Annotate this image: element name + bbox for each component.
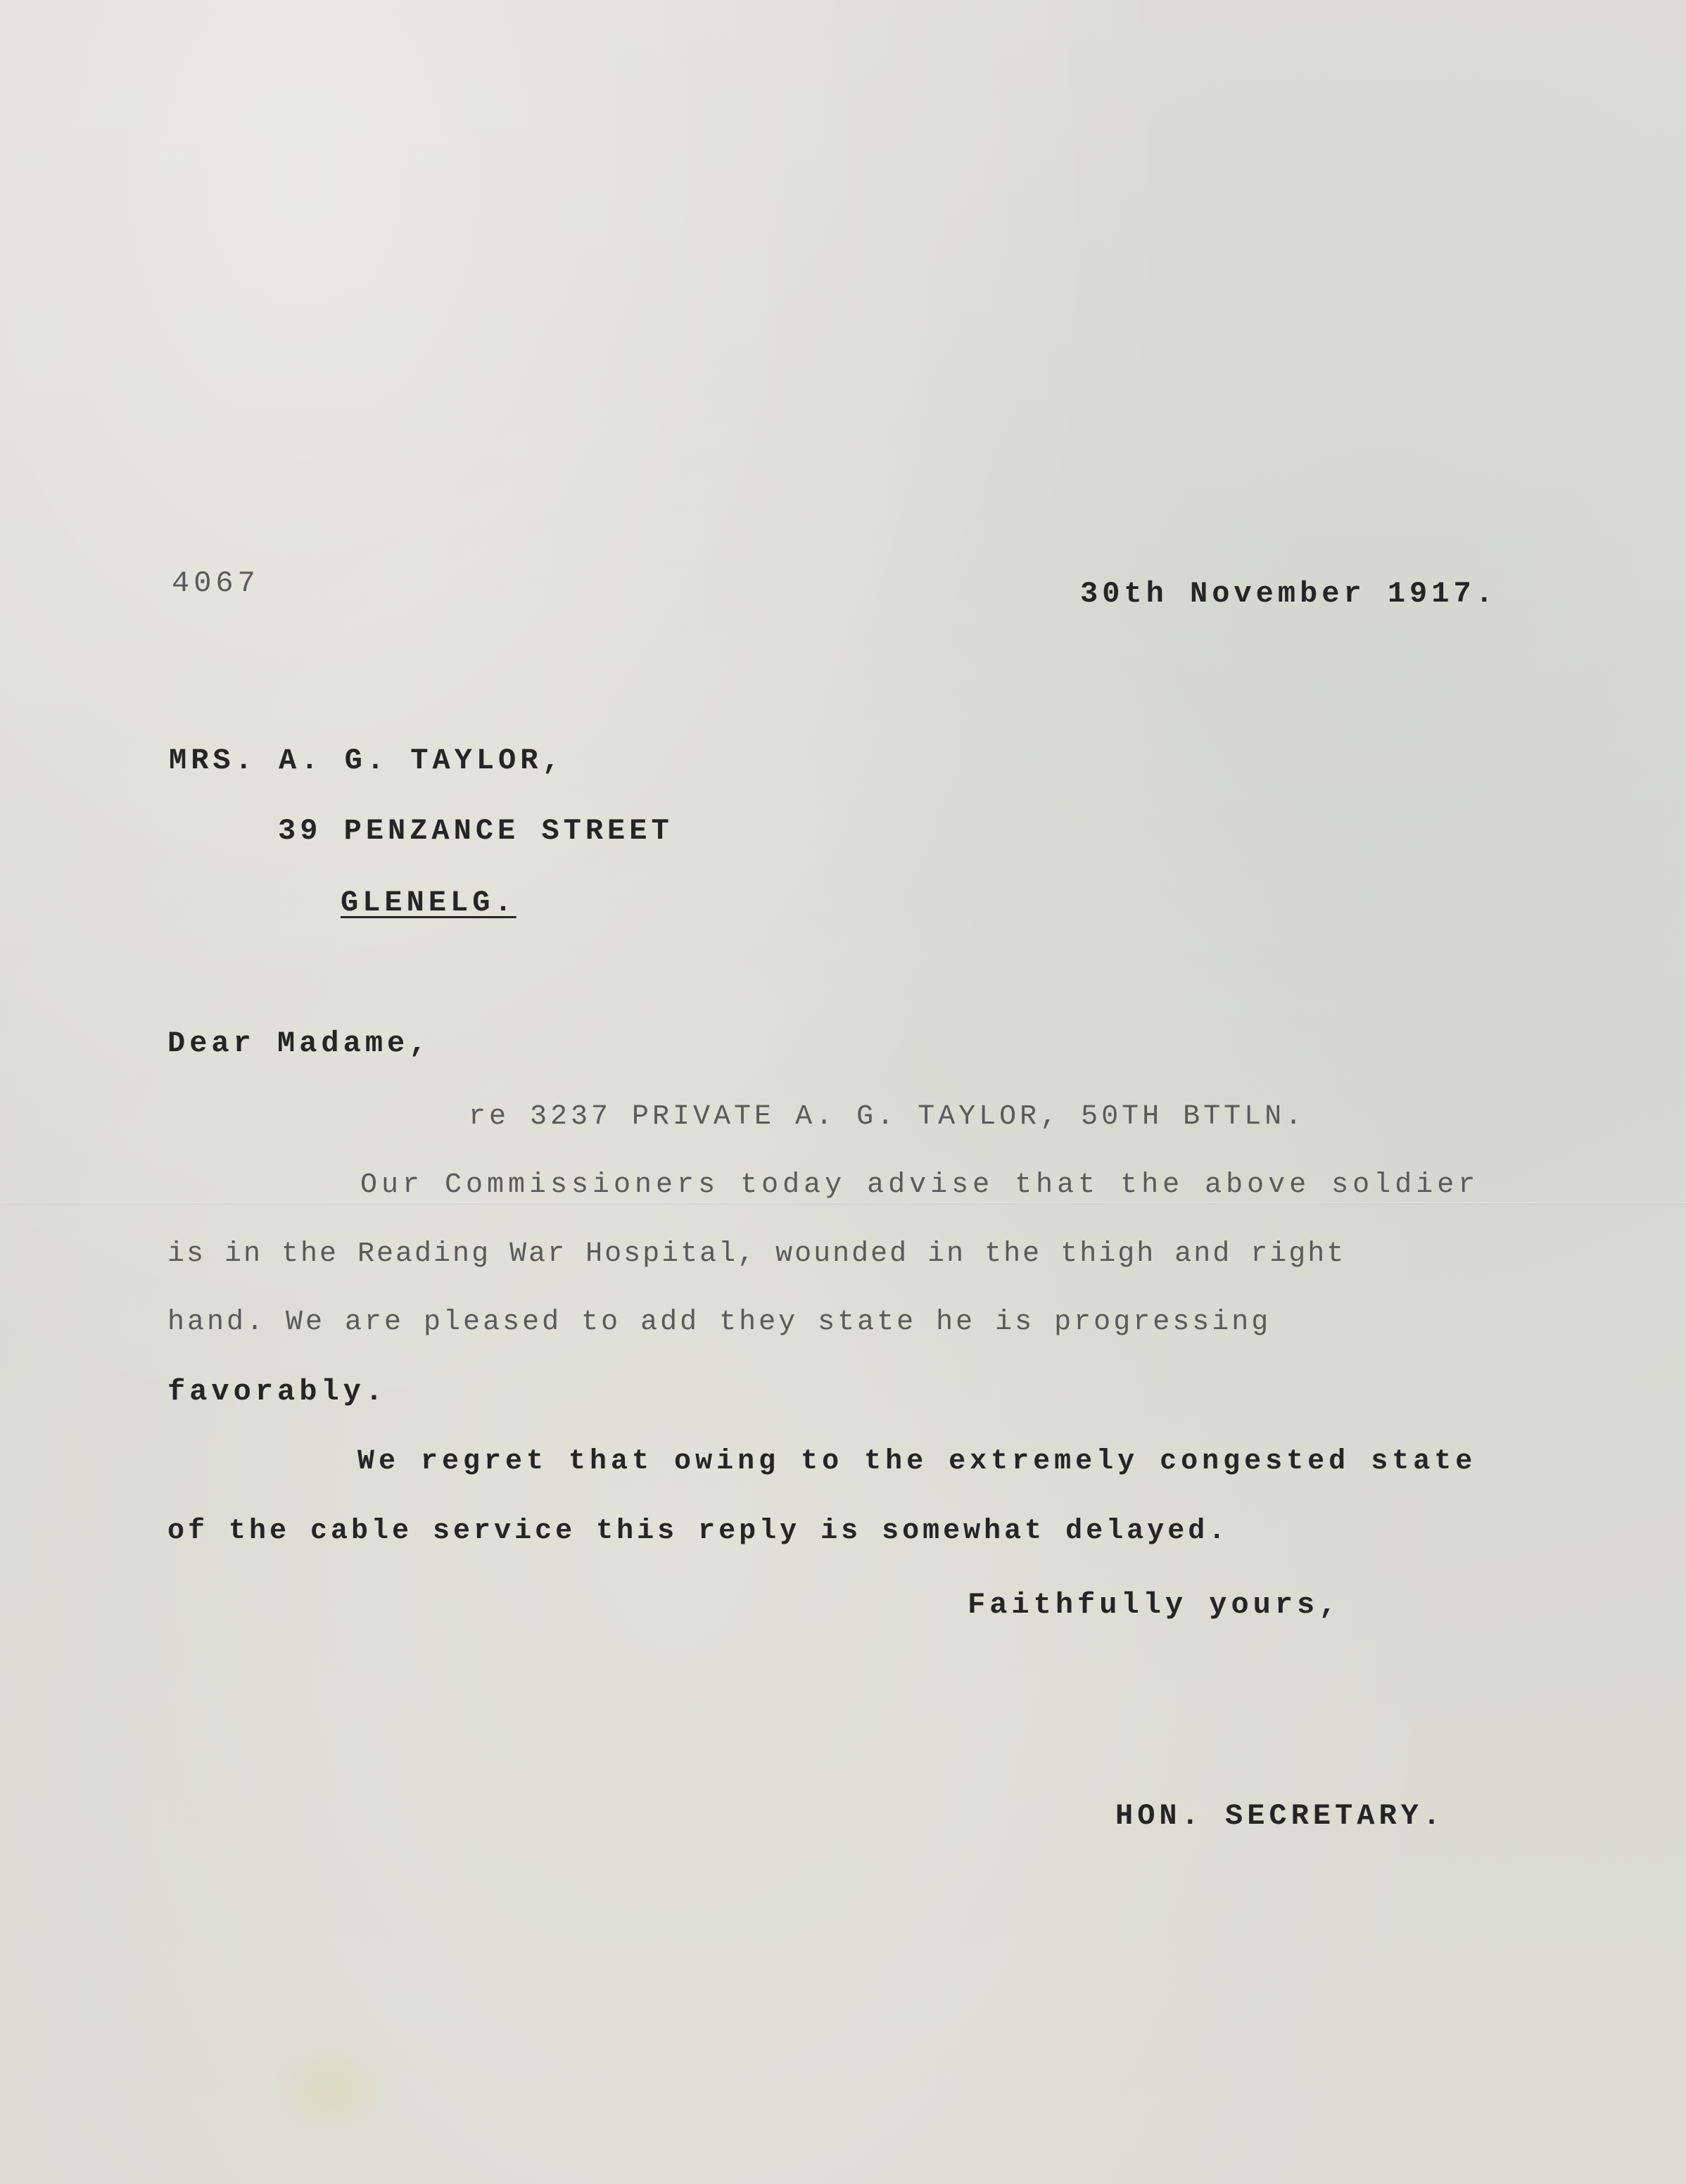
paper-fold-line [0,1202,1686,1205]
salutation: Dear Madame, [167,1027,431,1060]
body-line-1: Our Commissioners today advise that the above soldier [360,1169,1480,1201]
closing: Faithfully yours, [968,1588,1341,1622]
recipient-town: GLENELG. [341,886,516,920]
reference-number: 4067 [172,566,260,600]
paper-stain [267,2040,394,2139]
signature-title: HON. SECRETARY. [1115,1799,1445,1833]
recipient-street: 39 PENZANCE STREET [278,814,673,848]
letter-date: 30th November 1917. [1080,577,1497,611]
recipient-name: MRS. A. G. TAYLOR, [169,744,564,777]
subject-line: re 3237 PRIVATE A. G. TAYLOR, 50TH BTTLN. [469,1101,1306,1133]
body-line-6: of the cable service this reply is somewhat delayed. [167,1516,1229,1547]
body-line-5: We regret that owing to the extremely congested state [357,1446,1477,1478]
body-line-2: is in the Reading War Hospital, wounded in the thigh and right [167,1238,1346,1270]
body-line-3: hand. We are pleased to add they state he is progressing [167,1307,1272,1338]
body-line-4: favorably. [167,1375,388,1409]
